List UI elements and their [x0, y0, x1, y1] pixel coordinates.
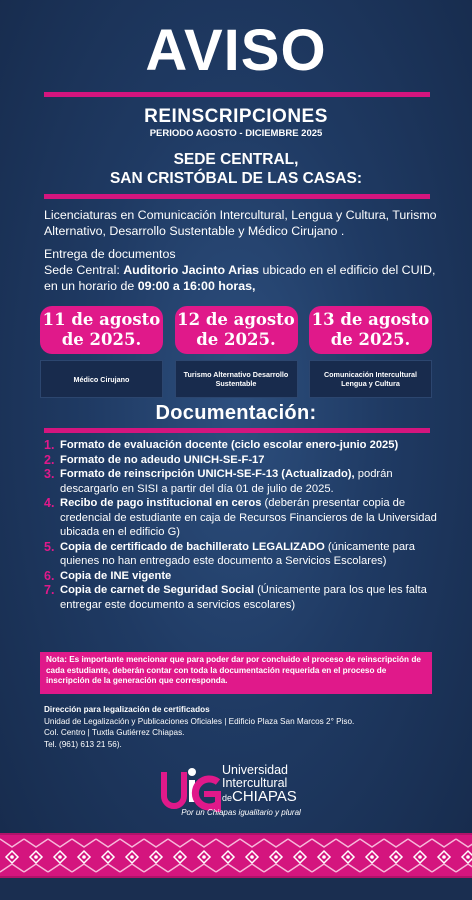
decorative-band: [0, 833, 472, 878]
address-line: Col. Centro | Tuxtla Gutiérrez Chiapas.: [44, 728, 185, 737]
date-program: Médico Cirujano: [40, 360, 163, 398]
item-number: 4.: [44, 496, 55, 510]
logo-wordmark: [222, 764, 297, 805]
documentation-title: Documentación:: [155, 402, 317, 424]
date-card: [40, 306, 163, 398]
date-program: Comunicación Intercultural Lengua y Cultura: [309, 360, 432, 398]
date-card: [175, 306, 298, 398]
list-item: [44, 583, 448, 612]
list-item: [44, 467, 448, 496]
divider: [44, 92, 430, 97]
delivery-heading: Entrega de documentos: [44, 247, 176, 261]
logo-line-3-main: CHIAPAS: [232, 788, 297, 805]
period-label: PERIODO AGOSTO - DICIEMBRE 2025: [149, 128, 323, 139]
item-title: Recibo de pago institucional en ceros: [60, 497, 262, 509]
list-item: [44, 540, 448, 569]
divider: [44, 428, 430, 433]
delivery-detail: [44, 262, 444, 294]
venue-name: Auditorio Jacinto Arias: [123, 263, 260, 277]
list-item: [44, 453, 448, 468]
item-detail: (Únicamente para los que les falta entregar este documento a servicios escolares): [60, 584, 427, 611]
date-program: Turismo Alternativo Desarrollo Sustentable: [175, 360, 298, 398]
item-title: Formato de no adeudo UNICH-SE-F-17: [60, 453, 265, 466]
address-block: [44, 704, 444, 750]
sede-line-2: SAN CRISTÓBAL DE LAS CASAS:: [109, 170, 363, 187]
item-number: 1.: [44, 438, 55, 452]
subtitle: REINSCRIPCIONES: [144, 106, 328, 127]
documentation-list: [44, 438, 448, 612]
dates-row: [40, 306, 432, 398]
item-number: 5.: [44, 539, 55, 554]
date-badge: 13 de agosto de 2025.: [309, 306, 432, 354]
list-item: [44, 438, 448, 453]
logo-line-2: Intercultural: [222, 776, 288, 790]
footer-strip: [0, 878, 472, 900]
hours: 09:00 a 16:00 horas,: [137, 279, 256, 293]
list-item: [44, 496, 448, 540]
date-badge: 11 de agosto de 2025.: [40, 306, 163, 354]
divider: [44, 194, 430, 199]
address-phone: Tel. (961) 613 21 56).: [44, 739, 122, 749]
date-badge: 12 de agosto de 2025.: [175, 306, 298, 354]
delivery-info: [44, 246, 444, 294]
address-title: Dirección para legalización de certificados: [44, 705, 210, 714]
page-title: AVISO: [145, 18, 327, 83]
logo-line-3-prefix: de: [222, 793, 233, 803]
item-detail: (únicamente para quienes no han entregado este documento a Servicios Escolares): [60, 540, 416, 567]
item-number: 6.: [44, 568, 55, 583]
item-title: Copia de carnet de Seguridad Social: [60, 584, 254, 596]
sede-line-1: SEDE CENTRAL,: [173, 151, 299, 168]
item-detail: (deberán presentar copia de credencial de estudiante en caja de Recursos Financieros de la Universidad ubicada en el edificio G): [60, 497, 437, 538]
address-line: Unidad de Legalización y Publicaciones Oficiales | Edificio Plaza San Marcos 2° Piso.: [44, 716, 355, 726]
programs-text: Licenciaturas en Comunicación Intercultural, Lengua y Cultura, Turismo Alternativo, Desarrollo Sustentable y Médico Cirujano .: [44, 208, 437, 238]
logo-line-1: Universidad: [222, 763, 289, 777]
item-number: 7.: [44, 583, 55, 597]
logo-slogan: Por un Chiapas igualitario y plural: [181, 808, 301, 817]
item-title: Formato de reinscripción UNICH-SE-F-13 (Actualizado),: [60, 468, 355, 480]
item-number: 3.: [44, 467, 55, 481]
item-number: 2.: [44, 452, 55, 467]
venue-description: ubicado en el edificio del CUID, en un horario de: [44, 263, 436, 293]
textile-pattern-icon: [0, 833, 472, 878]
item-title: Formato de evaluación docente (ciclo escolar enero-junio 2025): [60, 439, 399, 451]
item-title: Copia de INE vigente: [60, 569, 172, 582]
sede-label: Sede Central:: [44, 263, 120, 277]
item-detail: podrán descargarlo en SISI a partir del día 01 de julio de 2025.: [60, 468, 393, 495]
date-card: [309, 306, 432, 398]
list-item: [44, 569, 448, 584]
note-box: Nota: Es importante mencionar que para poder dar por concluido el proceso de reinscripción de cada estudiante, deberán contar con toda la documentación requerida en el proceso de inscripción de la generación que corresponda.: [40, 652, 432, 694]
item-title: Copia de certificado de bachillerato LEGALIZADO: [60, 540, 325, 553]
logo-line-3: [222, 790, 297, 805]
